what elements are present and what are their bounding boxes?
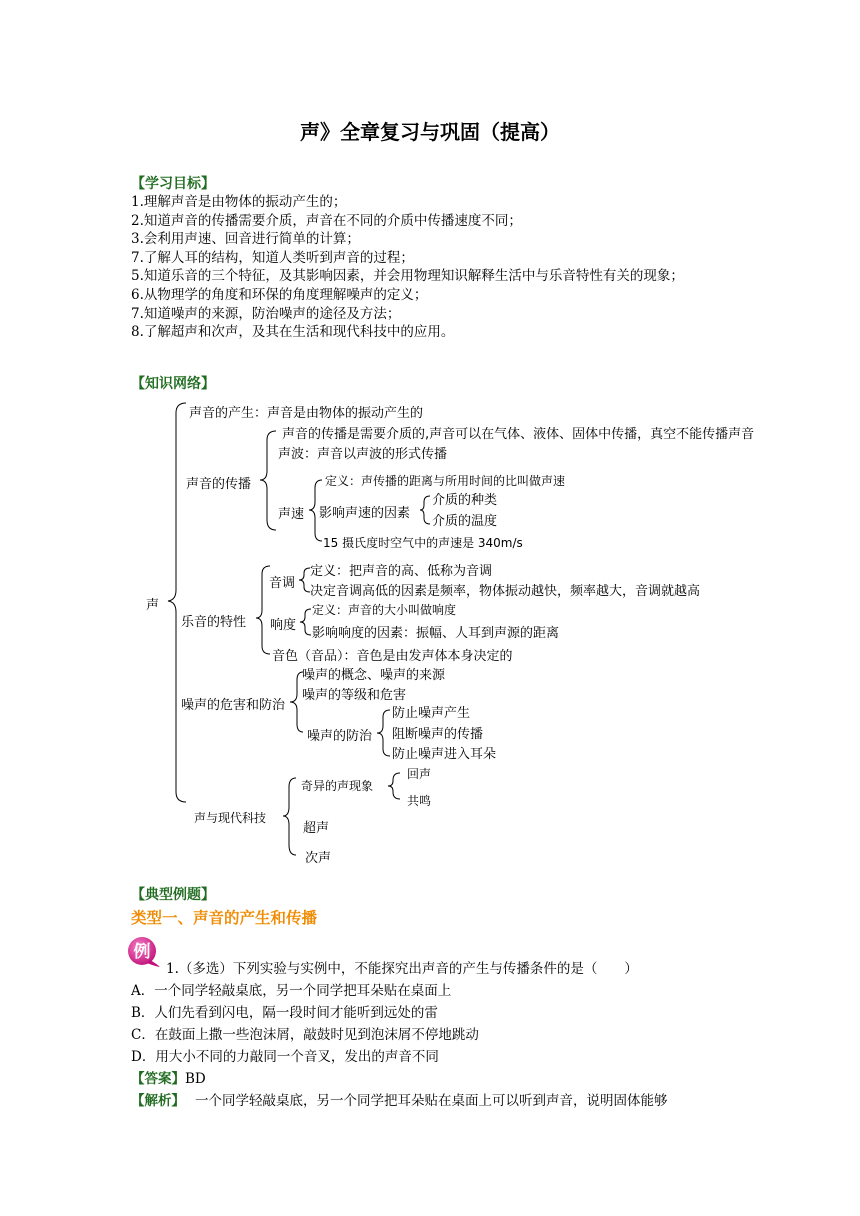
- mm-echo: 回声: [407, 767, 432, 781]
- objective-item: 5.知道乐音的三个特征，及其影响因素，并会用物理知识解释生活中与乐音特性有关的现象；: [131, 268, 684, 285]
- option-c: C．在鼓面上撒一些泡沫屑，敲鼓时见到泡沫屑不停地跳动: [131, 1027, 479, 1043]
- mm-factor-temperature: 介质的温度: [432, 514, 498, 529]
- mm-pitch-definition: 定义：把声音的高、低称为音调: [310, 564, 493, 579]
- mm-infrasound: 次声: [305, 851, 332, 866]
- option-a: A．一个同学轻敲桌底，另一个同学把耳朵贴在桌面上: [131, 983, 452, 999]
- objective-item: 8.了解超声和次声，及其在生活和现代科技中的应用。: [131, 324, 455, 341]
- mm-speed-value: 15 摄氏度时空气中的声速是 340m/s: [323, 536, 523, 550]
- mm-loudness: 响度: [270, 618, 297, 633]
- mm-pitch: 音调: [269, 576, 296, 591]
- mm-ultrasound: 超声: [303, 821, 330, 836]
- mm-control-2: 阻断噪声的传播: [392, 727, 484, 742]
- objectives-heading: 【学习目标】: [131, 176, 215, 192]
- mm-loudness-factors: 影响响度的因素：振幅、人耳到声源的距离: [312, 626, 560, 641]
- mm-musical: 乐音的特性: [181, 615, 247, 630]
- mm-factor-medium: 介质的种类: [432, 493, 498, 508]
- objective-item: 6.从物理学的角度和环保的角度理解噪声的定义；: [131, 286, 428, 303]
- mm-noise-concept: 噪声的概念、噪声的来源: [302, 668, 446, 683]
- answer-line: [131, 1067, 206, 1087]
- mm-propagation: 声音的传播: [186, 477, 252, 492]
- network-heading: 【知识网络】: [131, 376, 215, 392]
- option-b: B．人们先看到闪电，隔一段时间才能听到远处的雷: [131, 1005, 438, 1021]
- mm-speed-factors: 影响声速的因素: [319, 506, 411, 521]
- mm-control-3: 防止噪声进入耳朵: [392, 747, 497, 762]
- analysis-label: 【解析】: [131, 1093, 185, 1109]
- objective-item: 2.知道声音的传播需要介质，声音在不同的介质中传播速度不同；: [131, 212, 522, 229]
- mm-speed: 声速: [278, 507, 305, 522]
- example-badge-label: 例: [133, 942, 151, 962]
- mm-speed-definition: 定义：声传播的距离与所用时间的比叫做声速: [325, 474, 566, 488]
- objective-item: 3.会利用声速、回音进行简单的计算；: [131, 231, 360, 248]
- mm-noise-control: 噪声的防治: [307, 729, 373, 744]
- question-text: 1.（多选）下列实验与实例中，不能探究出声音的产生与传播条件的是（ ）: [166, 961, 638, 977]
- answer-label: 【答案】: [131, 1071, 185, 1087]
- mm-wave: 声波：声音以声波的形式传播: [278, 447, 448, 462]
- mm-production: 声音的产生：声音是由物体的振动产生的: [189, 406, 424, 421]
- mm-loudness-definition: 定义：声音的大小叫做响度: [312, 603, 457, 617]
- page-title: 声》全章复习与巩固（提高）: [300, 120, 560, 144]
- mm-root: 声: [146, 598, 160, 613]
- analysis-line: [131, 1089, 668, 1109]
- objective-item: 7.了解人耳的结构，知道人类听到声音的过程；: [131, 249, 414, 266]
- objective-item: 1.理解声音是由物体的振动产生的；: [131, 194, 347, 210]
- type1-heading: 类型一、声音的产生和传播: [131, 909, 318, 927]
- examples-heading: 【典型例题】: [131, 887, 215, 903]
- example-badge-icon: [127, 934, 161, 968]
- mm-pitch-determinant: 决定音调高低的因素是频率，物体振动越快，频率越大，音调就越高: [310, 584, 701, 599]
- mm-modern: 声与现代科技: [194, 811, 267, 825]
- root-brace: [168, 403, 186, 802]
- mm-phenomena: 奇异的声现象: [301, 779, 374, 793]
- mm-medium: 声音的传播是需要介质的,声音可以在气体、液体、固体中传播，真空不能传播声音: [282, 427, 755, 442]
- option-d: D．用大小不同的力敲同一个音叉，发出的声音不同: [131, 1049, 439, 1065]
- mm-timbre: 音色（音品）：音色是由发声体本身决定的: [272, 649, 513, 664]
- answer-value: BD: [185, 1071, 206, 1087]
- mm-resonance: 共鸣: [407, 794, 432, 808]
- mm-noise-grade: 噪声的等级和危害: [302, 688, 407, 703]
- analysis-text: 一个同学轻敲桌底，另一个同学把耳朵贴在桌面上可以听到声音，说明固体能够: [195, 1093, 668, 1109]
- mm-noise: 噪声的危害和防治: [181, 698, 286, 713]
- objective-item: 7.知道噪声的来源，防治噪声的途径及方法；: [131, 305, 401, 322]
- mm-control-1: 防止噪声产生: [392, 706, 471, 721]
